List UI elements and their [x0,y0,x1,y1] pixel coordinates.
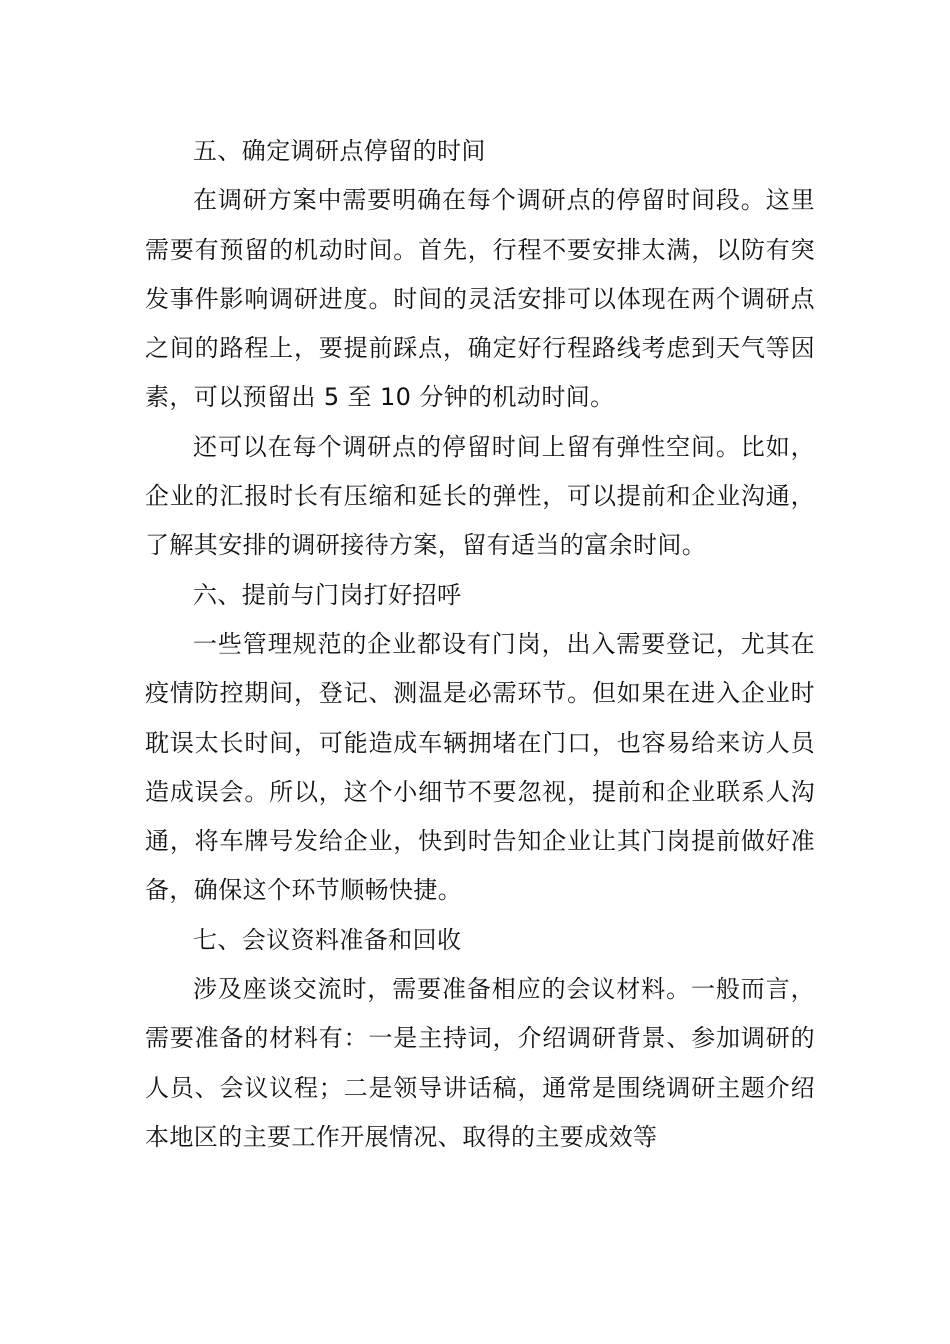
section-heading-7: 七、会议资料准备和回收 [193,925,462,954]
paragraph: 涉及座谈交流时，需要准备相应的会议材料。一般而言，需要准备的材料有：一是主持词，介绍调研背景、参加调研的人员、会议议程；二是领导讲话稿，通常是围绕调研主题介绍本地区的主要工作开展情况、取得的主要成效等 [145,975,815,1151]
paragraph: 一些管理规范的企业都设有门岗，出入需要登记，尤其在疫情防控期间，登记、测温是必需环节。但如果在进入企业时耽误太长时间，可能造成车辆拥堵在门口，也容易给来访人员造成误会。所以，这个小细节不要忽视，提前和企业联系人沟通，将车牌号发给企业，快到时告知企业让其门岗提前做好准备，确保这个环节顺畅快捷。 [145,629,815,905]
paragraph: 在调研方案中需要明确在每个调研点的停留时间段。这里需要有预留的机动时间。首先，行程不要安排太满，以防有突发事件影响调研进度。时间的灵活安排可以体现在两个调研点之间的路程上，要提前踩点，确定好行程路线考虑到天气等因素，可以预留出 5 至 10 分钟的机动时间。 [145,186,815,412]
section-heading-6: 六、提前与门岗打好招呼 [193,580,462,609]
paragraph: 还可以在每个调研点的停留时间上留有弹性空间。比如，企业的汇报时长有压缩和延长的弹性，可以提前和企业沟通，了解其安排的调研接待方案，留有适当的富余时间。 [145,432,815,560]
section-heading-5: 五、确定调研点停留的时间 [193,137,486,165]
document-body [145,127,815,1162]
